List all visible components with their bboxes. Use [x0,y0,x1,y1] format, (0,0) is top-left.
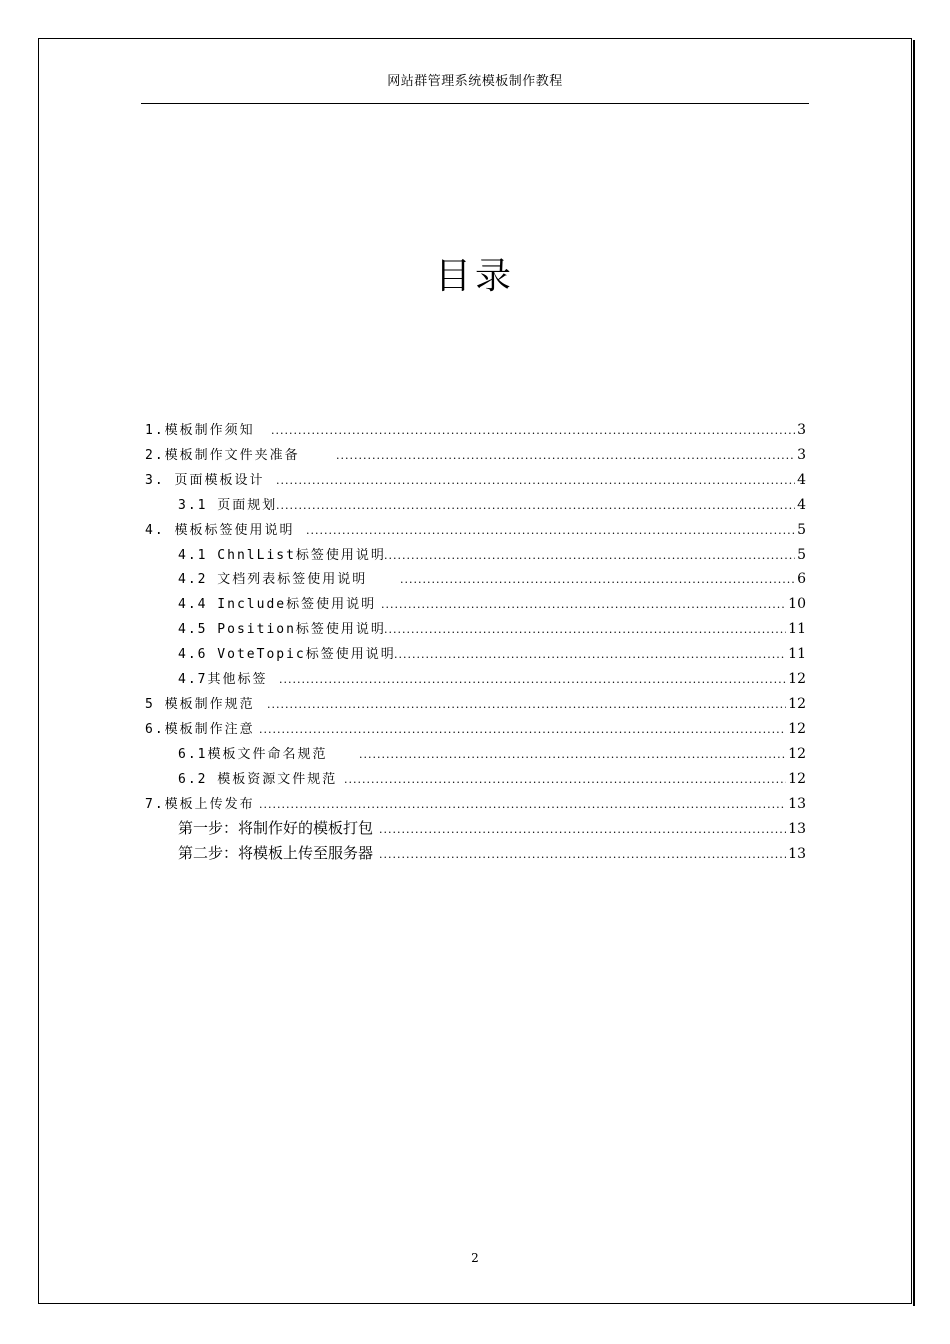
toc-leader [336,449,795,462]
toc-entry-label: 6.模板制作注意 [145,722,255,737]
toc-entry-page: 13 [788,846,806,862]
toc-entry-label: 4.5 Position标签使用说明 [178,622,386,637]
toc-entry[interactable] [178,743,806,763]
toc-entry-page: 11 [788,646,806,662]
toc-leader [394,648,786,661]
toc-entry-page: 5 [797,522,806,538]
toc-entry-label: 4. 模板标签使用说明 [145,523,295,538]
toc-entry[interactable] [145,469,806,489]
page-border-shadow [913,40,915,1306]
toc-entry[interactable] [178,494,806,514]
toc-entry-page: 11 [788,621,806,637]
toc-entry-page: 10 [788,596,806,612]
toc-leader [279,673,786,686]
toc-entry[interactable] [178,842,806,862]
toc-entry[interactable] [178,568,806,588]
toc-leader [379,823,786,836]
toc-leader [381,598,786,611]
toc-leader [384,549,795,562]
toc-entry[interactable] [178,668,806,688]
toc-entry-page: 12 [788,746,806,762]
toc-entry-label: 6.1模板文件命名规范 [178,747,328,762]
page-number: 2 [471,1251,479,1265]
toc-entry-page: 5 [797,547,806,563]
toc-entry[interactable] [145,793,806,813]
toc-leader [259,723,786,736]
toc-entry-page: 6 [797,571,806,587]
toc-entry-label: 1.模板制作须知 [145,423,255,438]
header-rule [141,103,809,104]
toc-entry[interactable] [178,593,806,613]
toc-entry-label: 第一步：将制作好的模板打包 [178,819,374,837]
toc-entry-label: 7.模板上传发布 [145,797,255,812]
toc-entry-label: 3.1 页面规划 [178,498,278,513]
toc-entry-label: 4.2 文档列表标签使用说明 [178,572,368,587]
toc-entry-label: 3. 页面模板设计 [145,473,265,488]
toc-leader [384,623,786,636]
toc-leader [276,474,795,487]
toc-entry-label: 第二步：将模板上传至服务器 [178,844,374,862]
toc-entry-label: 4.4 Include标签使用说明 [178,597,377,612]
toc-entry-page: 3 [797,447,806,463]
toc-entry-page: 4 [797,472,806,488]
toc-entry-page: 12 [788,696,806,712]
toc-entry[interactable] [178,544,806,564]
toc-entry[interactable] [145,718,806,738]
toc-entry-page: 12 [788,771,806,787]
toc-leader [359,748,786,761]
toc-entry-page: 4 [797,497,806,513]
toc-leader [259,798,786,811]
toc-leader [276,499,795,512]
toc-leader [344,773,786,786]
toc-entry-label: 2.模板制作文件夹准备 [145,448,300,463]
toc-entry-label: 4.1 ChnlList标签使用说明 [178,548,386,563]
toc-entry-page: 13 [788,796,806,812]
running-header: 网站群管理系统模板制作教程 [387,74,563,89]
toc-leader [400,573,795,586]
toc-entry[interactable] [178,817,806,837]
toc-entry-label: 6.2 模板资源文件规范 [178,772,338,787]
toc-entry-page: 12 [788,721,806,737]
toc-entry[interactable] [145,519,806,539]
toc-entry-label: 4.6 VoteTopic标签使用说明 [178,647,396,662]
toc-leader [379,848,786,861]
toc-entry[interactable] [178,618,806,638]
toc-entry[interactable] [178,768,806,788]
toc-entry[interactable] [145,444,806,464]
toc-leader [267,698,786,711]
toc-entry-page: 3 [797,422,806,438]
toc-leader [271,424,795,437]
toc-title: 目录 [434,256,515,297]
toc-entry[interactable] [145,693,806,713]
toc-entry-page: 12 [788,671,806,687]
toc-entry-label: 5 模板制作规范 [145,697,255,712]
toc-entry[interactable] [145,419,806,439]
toc-entry-label: 4.7其他标签 [178,672,268,687]
toc-leader [306,524,795,537]
toc-entry[interactable] [178,643,806,663]
toc-entry-page: 13 [788,821,806,837]
